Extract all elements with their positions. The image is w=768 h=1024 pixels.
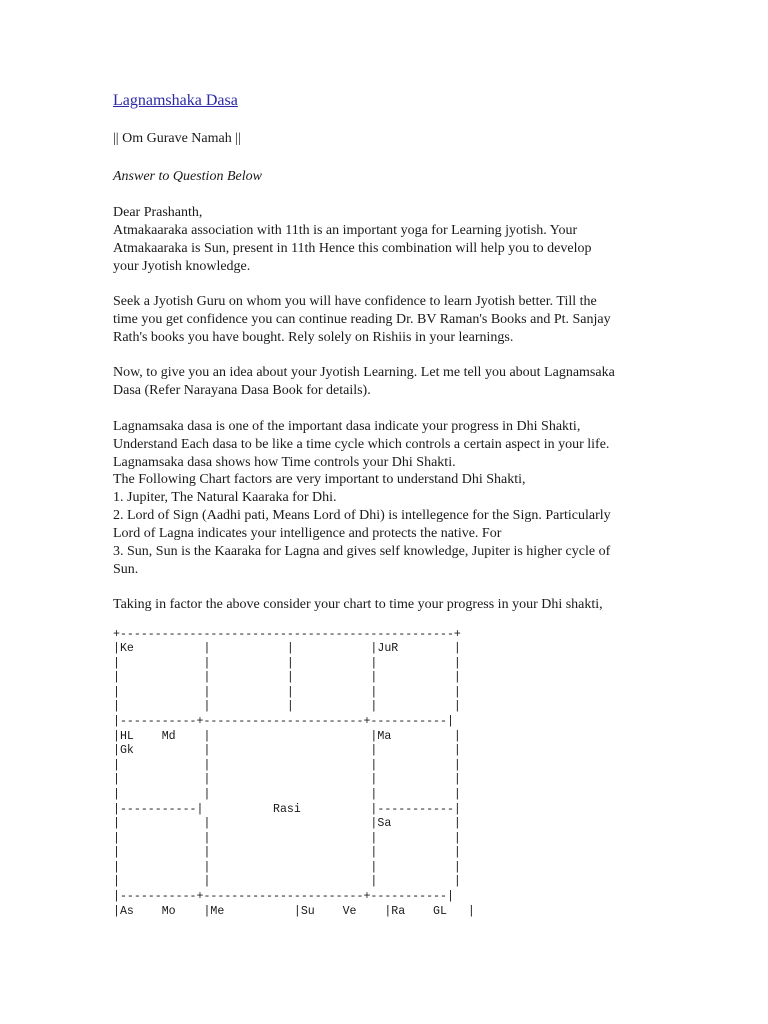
paragraph-line: Atmakaaraka is Sun, present in 11th Hence this combination will help you to develop <box>113 241 592 256</box>
chart-line: |As Mo |Me |Su Ve |Ra GL | <box>113 905 475 918</box>
chart-line: | | | | <box>113 788 461 801</box>
paragraph-line: your Jyotish knowledge. <box>113 259 251 274</box>
chart-line: | | | | | <box>113 686 461 699</box>
paragraph-line: 2. Lord of Sign (Aadhi pati, Means Lord of Dhi) is intellegence for the Sign. Particularly <box>113 508 611 523</box>
paragraph-line: Taking in factor the above consider your chart to time your progress in your Dhi shakti, <box>113 597 603 612</box>
chart-line: |Ke | | |JuR | <box>113 642 461 655</box>
chart-line: | | | | | <box>113 671 461 684</box>
chart-line: | | | | | <box>113 700 461 713</box>
chart-line: | | | | <box>113 759 461 772</box>
chart-line: +------------------------------------------------+ <box>113 628 461 641</box>
paragraph-line: 3. Sun, Sun is the Kaaraka for Lagna and gives self knowledge, Jupiter is higher cycle of <box>113 544 611 559</box>
paragraph-line: Lagnamsaka dasa shows how Time controls your Dhi Shakti. <box>113 455 456 470</box>
chart-line: |-----------| Rasi |-----------| <box>113 803 461 816</box>
paragraph-line: Dasa (Refer Narayana Dasa Book for details). <box>113 383 371 398</box>
chart-line: | | |Sa | <box>113 817 461 830</box>
paragraph-line: 1. Jupiter, The Natural Kaaraka for Dhi. <box>113 490 337 505</box>
subtitle-text: Answer to Question Below <box>113 169 262 184</box>
chart-line: | | | | <box>113 861 461 874</box>
chart-line: |Gk | | | <box>113 744 461 757</box>
chart-line: | | | | <box>113 875 461 888</box>
paragraph-line: Dear Prashanth, <box>113 205 203 220</box>
paragraph-line: Seek a Jyotish Guru on whom you will have confidence to learn Jyotish better. Till the <box>113 294 597 309</box>
chart-line: |-----------+-----------------------+-----------| <box>113 715 454 728</box>
paragraph-line: Now, to give you an idea about your Jyotish Learning. Let me tell you about Lagnamsaka <box>113 365 615 380</box>
greeting-text: || Om Gurave Namah || <box>113 131 241 146</box>
chart-line: |-----------+-----------------------+-----------| <box>113 890 454 903</box>
chart-line: | | | | <box>113 846 461 859</box>
paragraph-line: Understand Each dasa to be like a time cycle which controls a certain aspect in your life. <box>113 437 610 452</box>
chart-line: | | | | | <box>113 657 461 670</box>
chart-line: |HL Md | |Ma | <box>113 730 461 743</box>
paragraph-line: Lord of Lagna indicates your intelligence and protects the native. For <box>113 526 502 541</box>
page-title-link[interactable]: Lagnamshaka Dasa <box>113 92 238 109</box>
paragraph-line: The Following Chart factors are very important to understand Dhi Shakti, <box>113 472 526 487</box>
paragraph-line: time you get confidence you can continue reading Dr. BV Raman's Books and Pt. Sanjay <box>113 312 611 327</box>
paragraph-line: Rath's books you have bought. Rely solely on Rishiis in your learnings. <box>113 330 514 345</box>
chart-line: | | | | <box>113 773 461 786</box>
paragraph-line: Atmakaaraka association with 11th is an important yoga for Learning jyotish. Your <box>113 223 578 238</box>
paragraph-line: Sun. <box>113 562 139 577</box>
paragraph-line: Lagnamsaka dasa is one of the important dasa indicate your progress in Dhi Shakti, <box>113 419 581 434</box>
chart-line: | | | | <box>113 832 461 845</box>
